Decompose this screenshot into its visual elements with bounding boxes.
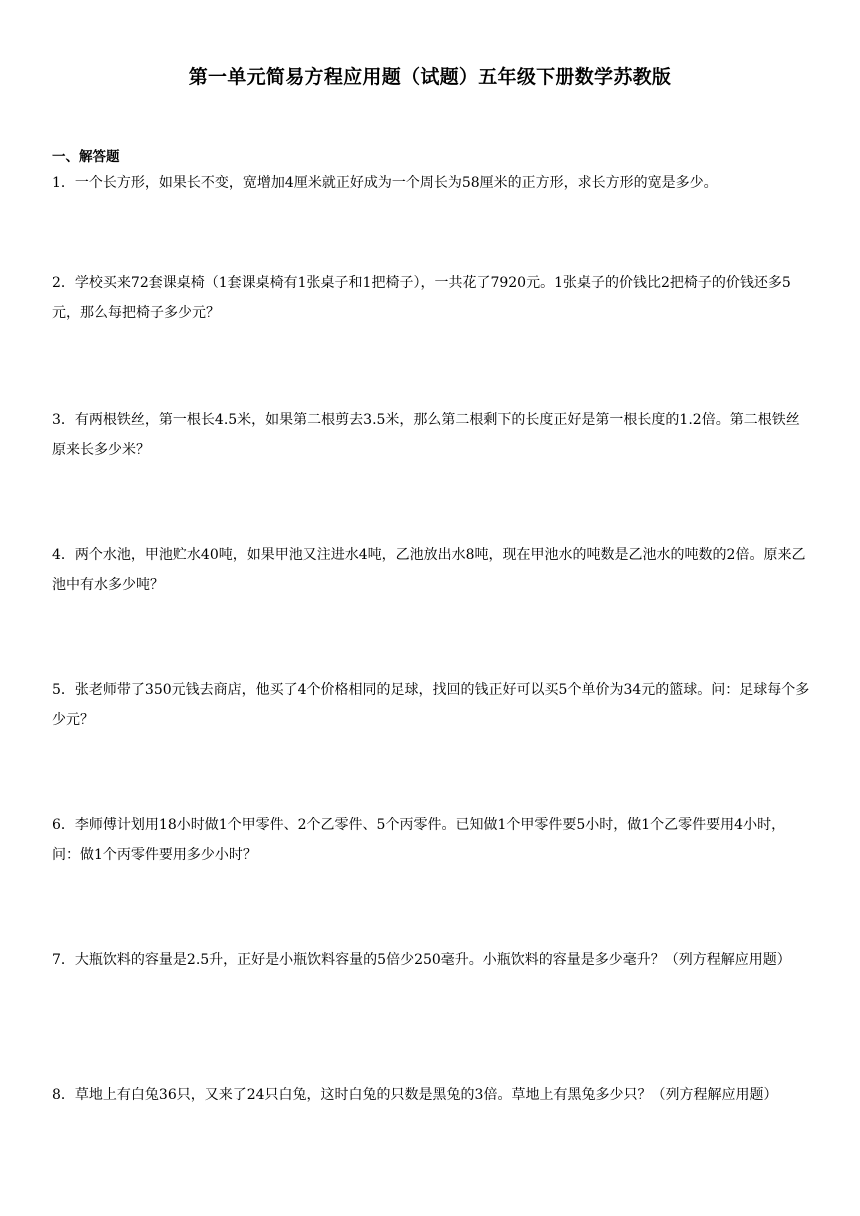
question-5: 5．张老师带了350元钱去商店，他买了4个价格相同的足球，找回的钱正好可以买5个单价为34元的篮球。问：足球每个多少元？ [52,682,810,728]
question-4: 4．两个水池，甲池贮水40吨，如果甲池又注进水4吨，乙池放出水8吨，现在甲池水的吨数是乙池水的吨数的2倍。原来乙池中有水多少吨？ [52,547,806,593]
page-title: 第一单元简易方程应用题（试题）五年级下册数学苏教版 [188,66,672,88]
section-heading: 一、解答题 [52,149,120,165]
question-7: 7．大瓶饮料的容量是2.5升，正好是小瓶饮料容量的5倍少250毫升。小瓶饮料的容量是多少毫升？（列方程解应用题） [52,952,791,968]
question-8: 8．草地上有白兔36只，又来了24只白兔，这时白兔的只数是黑兔的3倍。草地上有黑兔多少只？（列方程解应用题） [52,1087,778,1103]
question-1: 1．一个长方形，如果长不变，宽增加4厘米就正好成为一个周长为58厘米的正方形，求长方形的宽是多少。 [52,175,718,191]
question-2: 2．学校买来72套课桌椅（1套课桌椅有1张桌子和1把椅子），一共花了7920元。1张桌子的价钱比2把椅子的价钱还多5元，那么每把椅子多少元？ [52,275,791,321]
question-3: 3．有两根铁丝，第一根长4.5米，如果第二根剪去3.5米，那么第二根剩下的长度正好是第一根长度的1.2倍。第二根铁丝原来长多少米？ [52,412,800,458]
question-6: 6．李师傅计划用18小时做1个甲零件、2个乙零件、5个丙零件。已知做1个甲零件要5小时，做1个乙零件要用4小时，问：做1个丙零件要用多少小时？ [52,817,786,863]
